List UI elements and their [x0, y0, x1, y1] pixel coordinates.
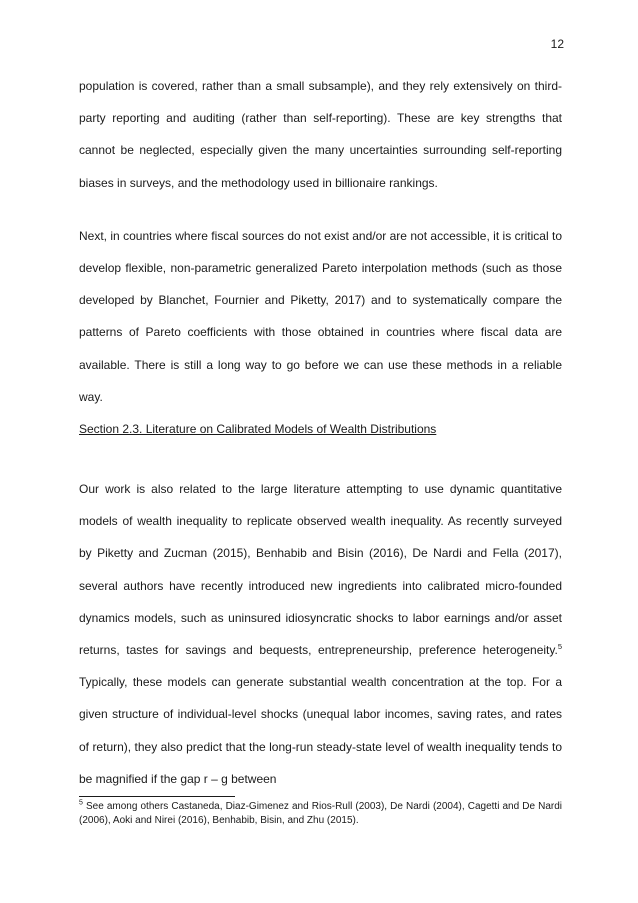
paragraph-fiscal-data-strengths: population is covered, rather than a small subsample), and they rely extensively on third-party reporting and auditing (rather than self-reporting). These are key strengths that cannot be neglected, especially given the many uncertainties surrounding self-reporting biases in surveys, and the methodology used in billionaire rankings. [79, 79, 562, 190]
page-number: 12 [550, 37, 564, 51]
page-body [79, 70, 562, 795]
paragraph-text: Typically, these models can generate substantial wealth concentration at the top. For a given structure of individual-level shocks (unequal labor incomes, saving rates, and rates of return), they also predict that the long-run steady-state level of wealth inequality tends to be magnified if the gap r – g between [79, 675, 562, 786]
section-heading: Section 2.3. Literature on Calibrated Models of Wealth Distributions [79, 422, 437, 437]
footnote-divider [79, 796, 235, 797]
footnote-text: See among others Castaneda, Diaz-Gimenez and Rios-Rull (2003), De Nardi (2004), Cagetti and De Nardi (2006), Aoki and Nirei (2016), Benhabib, Bisin, and Zhu (2015). [79, 801, 562, 826]
paragraph-pareto-interpolation: Next, in countries where fiscal sources do not exist and/or are not accessible, it is critical to develop flexible, non-parametric generalized Pareto interpolation methods (such as those developed by Blanchet, Fournier and Piketty, 2017) and to systematically compare the patterns of Pareto coefficients with those obtained in countries where fiscal data are available. There is still a long way to go before we can use these methods in a reliable way. [79, 228, 562, 404]
footnote [79, 800, 562, 828]
paragraph-calibrated-models [79, 473, 562, 795]
paragraph-text: Our work is also related to the large literature attempting to use dynamic quantitative models of wealth inequality to replicate observed wealth inequality. As recently surveyed by Piketty and Zucman (2015), Benhabib and Bisin (2016), De Nardi and Fella (2017), several authors have recently introduced new ingredients into calibrated micro-founded dynamics models, such as uninsured idiosyncratic shocks to labor earnings and/or asset returns, tastes for savings and bequests, entrepreneurship, preference heterogeneity. [79, 482, 562, 658]
footnote-number: 5 [79, 799, 83, 807]
footnote-reference[interactable]: 5 [557, 642, 562, 652]
